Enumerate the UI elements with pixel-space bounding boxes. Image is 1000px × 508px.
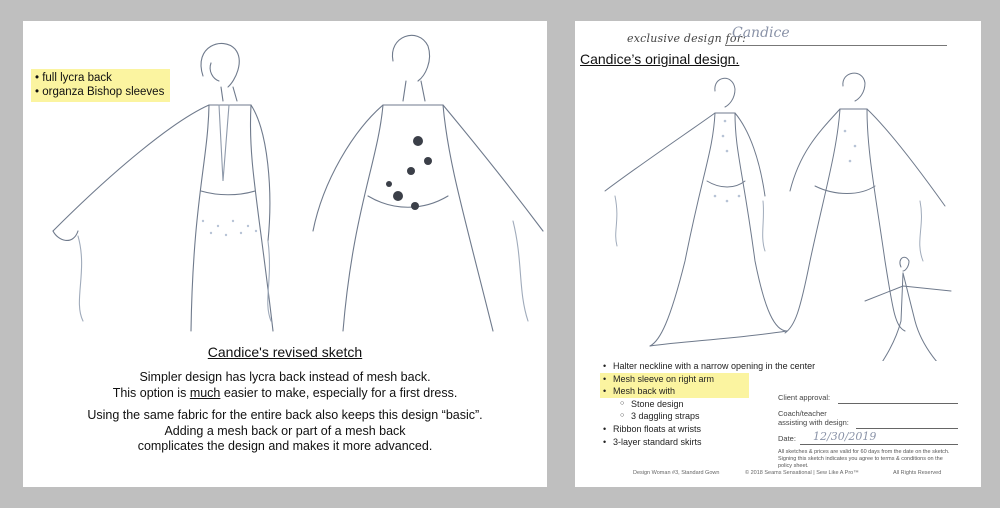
coach-label-line-1: Coach/teacher [778,409,827,418]
caption-line-2-prefix: This option is [112,385,190,400]
feature-stone-design: ○ Stone design [603,398,815,411]
caption-line-2-emphasis: much [189,385,221,400]
caption-line-2-suffix: easier to make, especially for a first dress. [220,385,458,400]
revised-sketch-panel [23,21,547,487]
caption-line-4: Adding a mesh back or part of a mesh back [164,423,406,438]
caption-line-5: complicates the design and makes it more advanced. [137,439,433,453]
original-design-panel [575,21,981,487]
terms-fine-print: All sketches & prices are valid for 60 days from the date on the sketch. Signing this sketch indicates you agree to terms & conditions on the policy sheet. [778,449,950,469]
exclusive-design-label: exclusive design for: [627,32,747,45]
client-name-handwritten: Candice [732,25,790,41]
revised-caption [23,344,547,455]
date-row [778,430,958,447]
footer-copyright: © 2018 Seams Sensational | Sew Like A Pro™ [745,470,859,476]
original-design-title: Candice’s original design. [580,51,740,67]
note-bishop-sleeves: • organza Bishop sleeves [35,86,165,98]
footer-rights: All Rights Reserved [893,470,942,476]
coach-label-line-2: assisting with design: [778,418,849,427]
feature-ribbon-floats: • Ribbon floats at wrists [603,423,815,436]
approval-block [778,393,958,469]
footer-design-name: Design Woman #3, Standard Gown [633,470,720,476]
caption-line-1: Simpler design has lycra back instead of mesh back. [139,370,431,384]
feature-skirt-layers: • 3-layer standard skirts [603,436,815,449]
feature-daggling-straps: ○ 3 daggling straps [603,410,815,423]
caption-line-3: Using the same fabric for the entire back also keeps this design “basic”. [87,408,483,422]
feature-halter-neckline: • Halter neckline with a narrow opening in the center [603,360,815,373]
revised-sketch-title: Candice's revised sketch [207,344,363,360]
client-approval-label: Client approval: [778,393,831,402]
caption-line-2 [23,386,547,402]
note-lycra-back: • full lycra back [35,72,112,84]
revised-notes [31,69,170,102]
date-label: Date: [778,434,796,443]
date-handwritten: 12/30/2019 [813,430,877,443]
client-approval-row [778,393,958,406]
feature-mesh-back: • Mesh back with [600,385,749,398]
original-design-drawing [575,21,981,361]
feature-mesh-sleeve: • Mesh sleeve on right arm [600,373,749,386]
